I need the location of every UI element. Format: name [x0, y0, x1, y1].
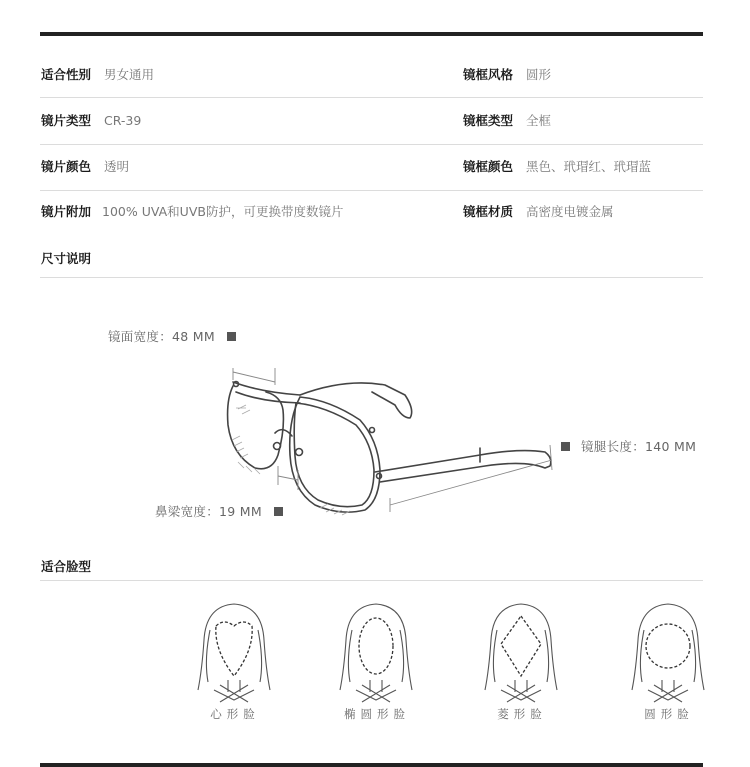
- face-section-title: 适合脸型: [41, 559, 92, 574]
- spec-value: 黑色、玳瑁红、玳瑁蓝: [526, 159, 652, 174]
- section-divider: [40, 277, 703, 278]
- temple-length-label: [561, 437, 696, 455]
- spec-value: 圆形: [526, 67, 552, 82]
- spec-value: 男女通用: [104, 67, 155, 82]
- spec-value: 全框: [526, 113, 552, 128]
- spec-row-lens-extra: [40, 188, 703, 234]
- spec-label: 镜片类型: [41, 113, 92, 128]
- section-divider: [40, 580, 703, 581]
- heart-face-icon: [194, 600, 274, 705]
- top-divider: [40, 32, 703, 36]
- square-marker-icon: [227, 332, 236, 341]
- size-section-title: 尺寸说明: [41, 251, 92, 266]
- oval-face-icon: [336, 600, 416, 705]
- lens-width-text: 镜面宽度：48 MM: [108, 329, 215, 344]
- lens-width-label: [108, 327, 236, 345]
- spec-label: 镜片附加: [41, 204, 92, 219]
- face-label-round: 圆形脸: [644, 707, 694, 721]
- square-marker-icon: [561, 442, 570, 451]
- spec-value: 透明: [104, 159, 130, 174]
- spec-label: 镜框颜色: [463, 159, 514, 174]
- spec-label: 镜片颜色: [41, 159, 92, 174]
- spec-label: 适合性别: [41, 67, 92, 82]
- spec-row-lens-color: [40, 143, 703, 189]
- bridge-width-label: [155, 502, 283, 520]
- spec-row-gender: [40, 51, 703, 97]
- bridge-width-text: 鼻梁宽度：19 MM: [155, 504, 262, 519]
- face-label-heart: 心形脸: [210, 707, 260, 721]
- face-label-oval: 椭圆形脸: [344, 707, 410, 721]
- square-marker-icon: [274, 507, 283, 516]
- diamond-face-icon: [481, 600, 561, 705]
- bottom-divider: [40, 763, 703, 767]
- face-label-diamond: 菱形脸: [497, 707, 547, 721]
- spec-label: 镜框类型: [463, 113, 514, 128]
- temple-length-text: 镜腿长度：140 MM: [581, 439, 697, 454]
- spec-value: 100% UVA和UVB防护，可更换带度数镜片: [102, 204, 344, 219]
- spec-row-lens-type: [40, 97, 703, 143]
- spec-value: CR-39: [104, 112, 142, 128]
- spec-label: 镜框材质: [463, 204, 514, 219]
- spec-label: 镜框风格: [463, 67, 514, 82]
- round-face-icon: [628, 600, 708, 705]
- spec-value: 高密度电镀金属: [526, 204, 614, 219]
